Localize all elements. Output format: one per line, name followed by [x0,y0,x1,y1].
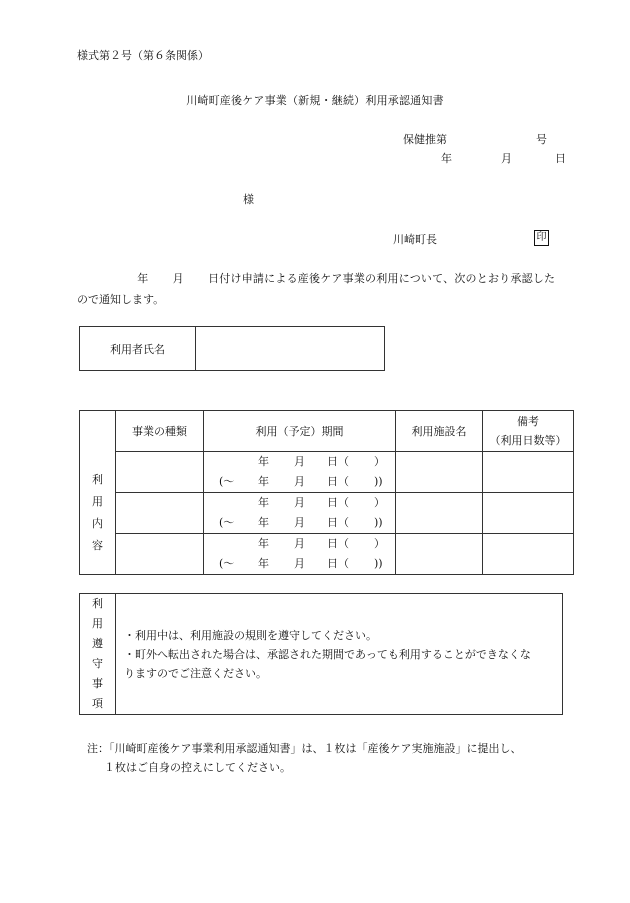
period-cell[interactable]: 年 月 日（ ） (～ 年 月 日（ )) [204,493,396,534]
header-service-type: 事業の種類 [116,411,204,452]
header-period: 利用（予定）期間 [204,411,396,452]
remarks-cell[interactable] [483,534,574,575]
remarks-cell[interactable] [483,493,574,534]
rule-line: りますのでご注意ください。 [124,666,267,680]
usage-table [79,410,574,575]
table-row [80,452,574,493]
issue-date [441,150,566,166]
footnote-line-1: 注：「川崎町産後ケア事業利用承認通知書」は、１枚は「産後ケア実施施設」に提出し、 [87,742,522,755]
issuer-name: 川崎町長 [393,233,437,246]
service-type-cell[interactable] [116,493,204,534]
header-remarks: 備考 （利用日数等） [483,411,574,452]
footnote-line-2: １枚はご自身の控えにしてください。 [104,761,291,774]
body-year-label: 年 [137,272,149,285]
user-name-label: 利用者氏名 [80,327,196,371]
addressee-suffix: 様 [243,193,254,206]
body-month-label: 月 [172,272,184,285]
body-text: 日付け申請による産後ケア事業の利用について、次のとおり承認したので通知します。 [77,272,556,306]
reference-suffix: 号 [536,133,547,146]
rules-text [116,594,563,715]
rule-line: ・町外へ転出された場合は、承認された期間であっても利用することができなくな [124,647,531,661]
table-row [80,534,574,575]
document-title: 川崎町産後ケア事業（新規・継続）利用承認通知書 [186,94,444,107]
remarks-cell[interactable] [483,452,574,493]
facility-cell[interactable] [396,452,483,493]
table-row [80,493,574,534]
user-name-table [79,326,385,371]
usage-side-label: 利 用 内 容 [80,411,116,575]
rules-side-label: 利 用 遵 守 事 項 [80,594,116,715]
rules-table [79,593,563,715]
form-number: 様式第２号（第６条関係） [77,49,209,62]
seal-mark: 印 [534,230,549,246]
period-cell[interactable]: 年 月 日（ ） (～ 年 月 日（ )) [204,452,396,493]
date-year-label: 年 [441,152,452,165]
period-cell[interactable]: 年 月 日（ ） (～ 年 月 日（ )) [204,534,396,575]
facility-cell[interactable] [396,493,483,534]
date-month-label: 月 [501,152,512,165]
date-day-label: 日 [555,152,566,165]
service-type-cell[interactable] [116,452,204,493]
facility-cell[interactable] [396,534,483,575]
service-type-cell[interactable] [116,534,204,575]
user-name-field[interactable] [196,327,385,371]
body-paragraph [77,268,555,310]
header-facility: 利用施設名 [396,411,483,452]
rule-line: ・利用中は、利用施設の規則を遵守してください。 [124,628,377,642]
reference-prefix: 保健推第 [403,133,447,146]
